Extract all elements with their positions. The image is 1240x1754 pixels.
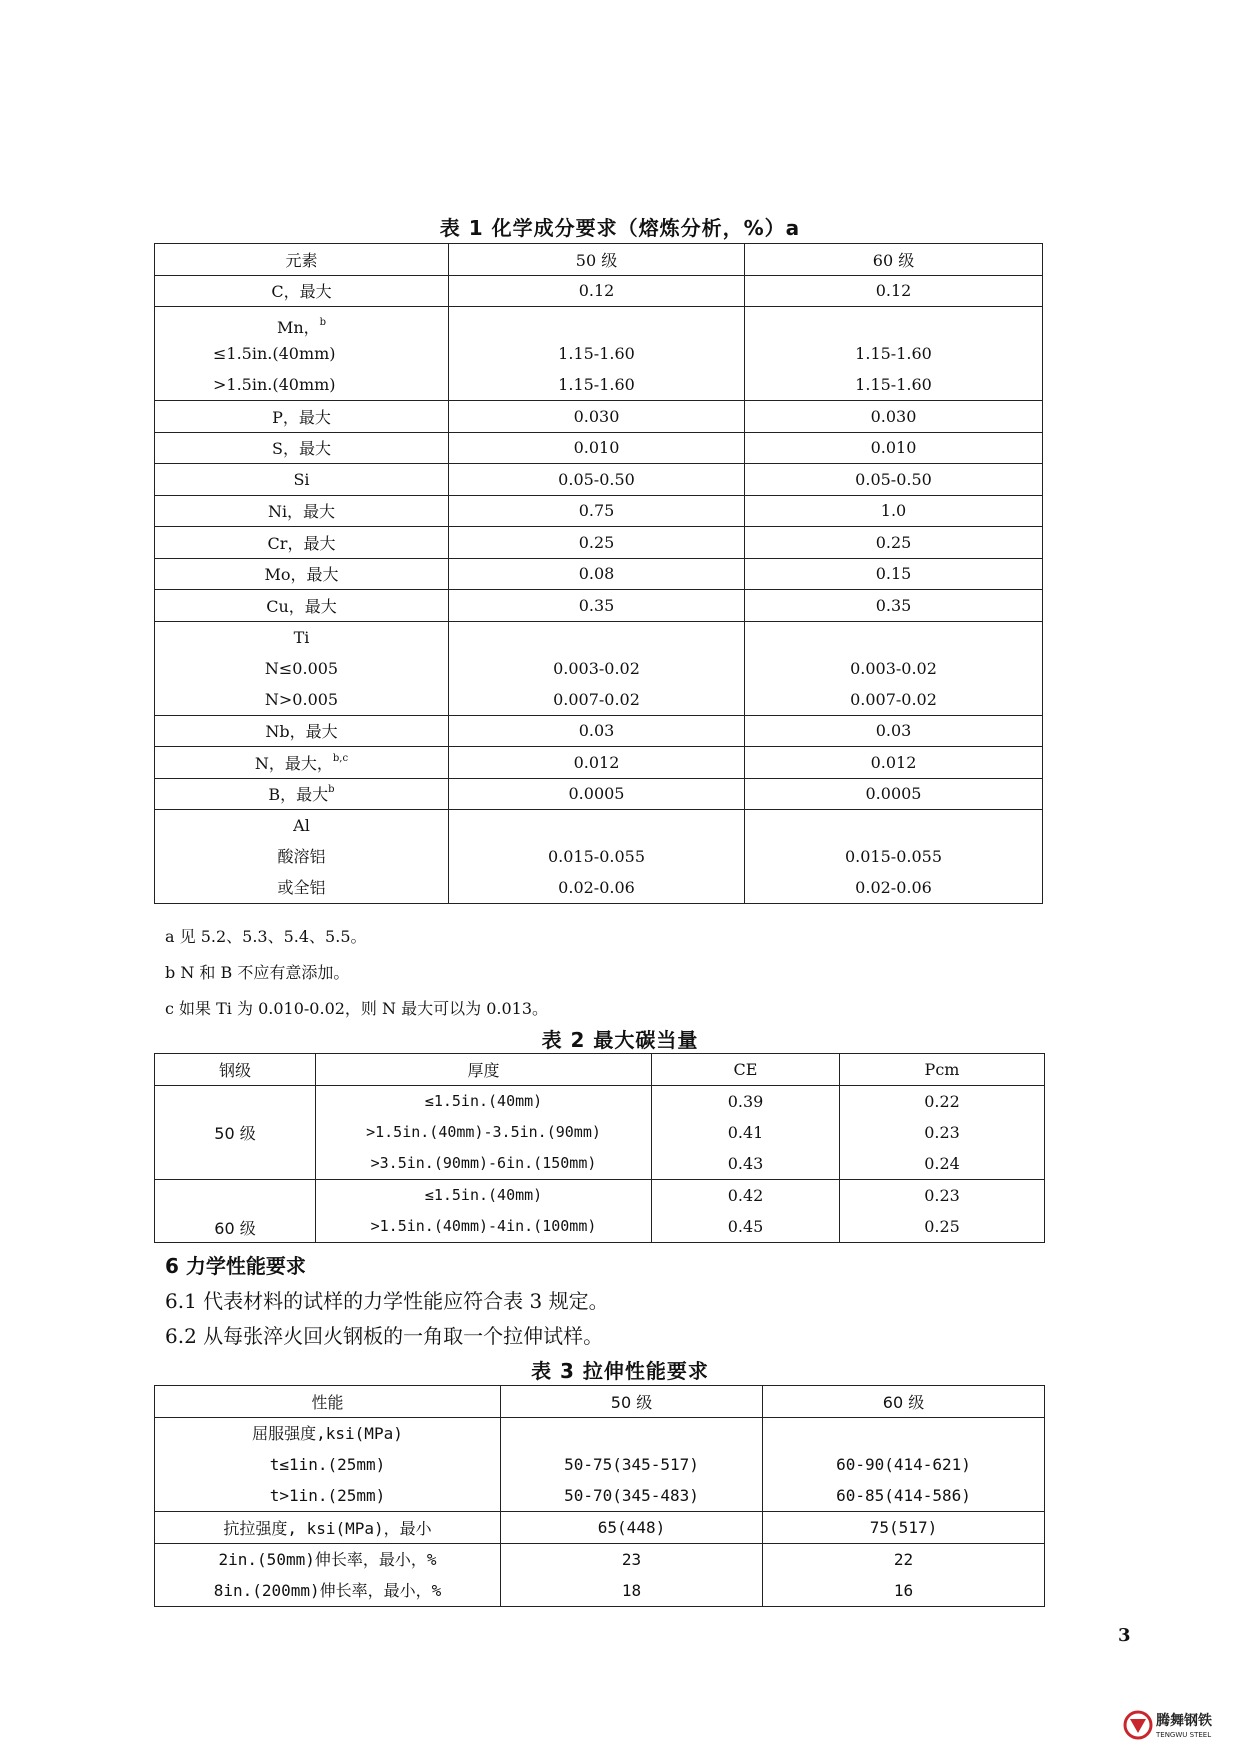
element-cell xyxy=(155,810,449,904)
grade50-cell xyxy=(449,621,745,715)
pcm-1: 0.23 xyxy=(924,1186,960,1205)
yield-g60-2: 60-85(414-586) xyxy=(836,1486,971,1505)
mn-sub2: >1.5in.(40mm) xyxy=(213,375,336,394)
table-header-row xyxy=(155,244,1043,276)
element-cell: Nb，最大 xyxy=(155,715,449,747)
yield-g50-2: 50-70(345-483) xyxy=(564,1486,699,1505)
element-cell: Si xyxy=(155,464,449,496)
mn-sub1: ≤1.5in.(40mm) xyxy=(213,344,336,363)
ti-sub1: N≤0.005 xyxy=(264,658,339,678)
mn-sup: b xyxy=(319,317,327,328)
al-g50-1: 0.015-0.055 xyxy=(547,847,645,866)
element-cell: P，最大 xyxy=(155,401,449,433)
al-g60-1: 0.015-0.055 xyxy=(844,847,942,866)
grade60-cell: 0.012 xyxy=(745,747,1043,779)
elong-label2: 8in.(200mm)伸长率，最小，% xyxy=(213,1581,442,1600)
ce-2: 0.41 xyxy=(727,1123,764,1142)
grade50-cell: 0.75 xyxy=(449,495,745,527)
grade60-cell xyxy=(763,1418,1045,1512)
thickness-2: >1.5in.(40mm)-4in.(100mm) xyxy=(370,1217,597,1235)
chemical-composition-table xyxy=(154,243,1043,904)
n-label: N，最大， xyxy=(254,753,333,773)
footnote-c: c 如果 Ti 为 0.010-0.02，则 N 最大可以为 0.013。 xyxy=(165,999,548,1018)
property-cell xyxy=(155,1544,501,1607)
yield-sub2: t>1in.(25mm) xyxy=(269,1486,386,1505)
ti-g50-2: 0.007-0.02 xyxy=(553,689,640,709)
pcm-1: 0.22 xyxy=(924,1092,960,1111)
mn-g50-1: 1.15-1.60 xyxy=(558,344,635,363)
grade50-cell: 0.35 xyxy=(449,590,745,622)
grade60-cell: 0.0005 xyxy=(745,778,1043,810)
property-cell xyxy=(155,1418,501,1512)
grade60-cell: 0.010 xyxy=(745,432,1043,464)
table-row-elongation xyxy=(155,1544,1045,1607)
ti-g50-1: 0.003-0.02 xyxy=(553,658,640,678)
header-ce: CE xyxy=(652,1054,840,1086)
table-row xyxy=(155,778,1043,810)
thickness-cell xyxy=(316,1180,652,1243)
grade60-cell: 0.25 xyxy=(745,527,1043,559)
grade60-cell xyxy=(745,307,1043,401)
table-row xyxy=(155,401,1043,433)
table-header-row xyxy=(155,1386,1045,1418)
table-row-ti xyxy=(155,621,1043,715)
mn-g60-1: 1.15-1.60 xyxy=(855,344,932,363)
page-number: 3 xyxy=(1118,1625,1131,1646)
mn-g60-2: 1.15-1.60 xyxy=(855,375,932,394)
pcm-2: 0.23 xyxy=(924,1123,960,1142)
ti-label: Ti xyxy=(293,627,310,647)
element-cell: C，最大 xyxy=(155,275,449,307)
table-header-row xyxy=(155,1054,1045,1086)
elong-g50-2: 18 xyxy=(621,1581,642,1600)
table-row-grade50 xyxy=(155,1086,1045,1180)
table-row-al xyxy=(155,810,1043,904)
al-sub2: 或全铝 xyxy=(277,878,326,897)
header-element: 元素 xyxy=(155,244,449,276)
thickness-1: ≤1.5in.(40mm) xyxy=(424,1186,543,1204)
grade50-cell xyxy=(449,810,745,904)
grade50-cell: 0.03 xyxy=(449,715,745,747)
ti-g60-1: 0.003-0.02 xyxy=(850,658,937,678)
grade-cell: 60 级 xyxy=(155,1180,316,1243)
element-cell xyxy=(155,621,449,715)
grade50-cell: 65(448) xyxy=(501,1512,763,1544)
logo-en-text: TENGWU STEEL xyxy=(1156,1731,1212,1739)
pcm-cell xyxy=(840,1180,1045,1243)
table-row-grade60 xyxy=(155,1180,1045,1243)
ti-g60-2: 0.007-0.02 xyxy=(850,689,937,709)
element-cell xyxy=(155,778,449,810)
grade50-cell: 0.25 xyxy=(449,527,745,559)
table-row xyxy=(155,527,1043,559)
grade60-cell: 0.12 xyxy=(745,275,1043,307)
table2-caption: 表 2 最大碳当量 xyxy=(541,1028,699,1052)
b-label: B，最大 xyxy=(268,785,329,805)
table3-caption: 表 3 拉伸性能要求 xyxy=(531,1359,709,1383)
grade50-cell xyxy=(501,1418,763,1512)
tensile-table xyxy=(154,1385,1045,1607)
grade60-cell xyxy=(745,621,1043,715)
elong-label1: 2in.(50mm)伸长率，最小，% xyxy=(218,1550,437,1569)
element-cell: Mo，最大 xyxy=(155,558,449,590)
grade50-cell: 0.012 xyxy=(449,747,745,779)
elong-g60-2: 16 xyxy=(893,1581,914,1600)
elong-g60-1: 22 xyxy=(893,1550,914,1569)
header-grade60: 60 级 xyxy=(745,244,1043,276)
grade50-cell: 0.05-0.50 xyxy=(449,464,745,496)
n-sup: b,c xyxy=(332,752,349,764)
grade50-cell: 0.010 xyxy=(449,432,745,464)
table-row xyxy=(155,558,1043,590)
ce-1: 0.42 xyxy=(727,1186,764,1205)
mn-label: Mn， xyxy=(276,318,320,337)
grade50-cell: 0.08 xyxy=(449,558,745,590)
ti-sub2: N>0.005 xyxy=(264,689,339,709)
header-grade50: 50 级 xyxy=(501,1386,763,1418)
table-row-mn xyxy=(155,307,1043,401)
table-row-tensile xyxy=(155,1512,1045,1544)
thickness-cell xyxy=(316,1086,652,1180)
property-cell: 抗拉强度, ksi(MPa)，最小 xyxy=(155,1512,501,1544)
ce-3: 0.43 xyxy=(727,1154,764,1173)
grade60-cell: 0.05-0.50 xyxy=(745,464,1043,496)
grade60-cell: 75(517) xyxy=(763,1512,1045,1544)
yield-g50-1: 50-75(345-517) xyxy=(564,1455,699,1474)
table-row xyxy=(155,747,1043,779)
header-grade: 钢级 xyxy=(155,1054,316,1086)
pcm-cell xyxy=(840,1086,1045,1180)
grade60-cell: 0.15 xyxy=(745,558,1043,590)
grade60-cell xyxy=(745,810,1043,904)
yield-label: 屈服强度,ksi(MPa) xyxy=(252,1424,403,1443)
element-cell: Cr，最大 xyxy=(155,527,449,559)
header-pcm: Pcm xyxy=(840,1054,1045,1086)
yield-sub1: t≤1in.(25mm) xyxy=(269,1455,386,1474)
grade50-cell: 0.0005 xyxy=(449,778,745,810)
grade60-cell: 0.03 xyxy=(745,715,1043,747)
logo-cn-text: 腾舞钢铁 xyxy=(1156,1713,1212,1729)
pcm-3: 0.24 xyxy=(924,1154,960,1173)
elong-g50-1: 23 xyxy=(621,1550,642,1569)
al-g60-2: 0.02-0.06 xyxy=(855,878,932,897)
header-grade50: 50 级 xyxy=(449,244,745,276)
logo-mark-icon xyxy=(1122,1708,1232,1744)
grade60-cell xyxy=(763,1544,1045,1607)
element-cell: Ni，最大 xyxy=(155,495,449,527)
section6-title: 6 力学性能要求 xyxy=(165,1254,306,1278)
grade60-cell: 0.35 xyxy=(745,590,1043,622)
table-row xyxy=(155,464,1043,496)
thickness-2: >1.5in.(40mm)-3.5in.(90mm) xyxy=(366,1123,601,1141)
table-row xyxy=(155,432,1043,464)
carbon-equivalent-table xyxy=(154,1053,1045,1243)
mn-g50-2: 1.15-1.60 xyxy=(558,375,635,394)
al-sub1: 酸溶铝 xyxy=(277,847,326,866)
b-sup: b xyxy=(328,784,335,796)
table-row xyxy=(155,590,1043,622)
al-label: Al xyxy=(293,816,310,835)
grade60-cell: 0.030 xyxy=(745,401,1043,433)
table1-caption: 表 1 化学成分要求（熔炼分析，%）a xyxy=(439,216,801,240)
ce-2: 0.45 xyxy=(727,1217,764,1236)
yield-g60-1: 60-90(414-621) xyxy=(836,1455,971,1474)
table-row xyxy=(155,715,1043,747)
header-thickness: 厚度 xyxy=(316,1054,652,1086)
element-cell xyxy=(155,747,449,779)
header-property: 性能 xyxy=(155,1386,501,1418)
grade60-cell: 1.0 xyxy=(745,495,1043,527)
header-grade60: 60 级 xyxy=(763,1386,1045,1418)
pcm-2: 0.25 xyxy=(924,1217,960,1236)
ce-cell xyxy=(652,1180,840,1243)
table-row-yield xyxy=(155,1418,1045,1512)
grade50-cell: 0.030 xyxy=(449,401,745,433)
section6-p2: 6.2 从每张淬火回火钢板的一角取一个拉伸试样。 xyxy=(165,1324,604,1348)
ce-cell xyxy=(652,1086,840,1180)
element-cell: Cu，最大 xyxy=(155,590,449,622)
ce-1: 0.39 xyxy=(727,1092,764,1111)
grade50-cell xyxy=(501,1544,763,1607)
element-cell: S，最大 xyxy=(155,432,449,464)
table-row xyxy=(155,495,1043,527)
element-cell xyxy=(155,307,449,401)
table-row xyxy=(155,275,1043,307)
grade50-cell: 0.12 xyxy=(449,275,745,307)
footnote-a: a 见 5.2、5.3、5.4、5.5。 xyxy=(165,927,367,946)
thickness-3: >3.5in.(90mm)-6in.(150mm) xyxy=(370,1154,597,1172)
grade-cell: 50 级 xyxy=(155,1086,316,1180)
grade50-cell xyxy=(449,307,745,401)
footnote-b: b N 和 B 不应有意添加。 xyxy=(165,963,350,982)
al-g50-2: 0.02-0.06 xyxy=(558,878,635,897)
section6-p1: 6.1 代表材料的试样的力学性能应符合表 3 规定。 xyxy=(165,1289,609,1313)
company-logo xyxy=(1122,1708,1232,1744)
thickness-1: ≤1.5in.(40mm) xyxy=(424,1092,543,1110)
